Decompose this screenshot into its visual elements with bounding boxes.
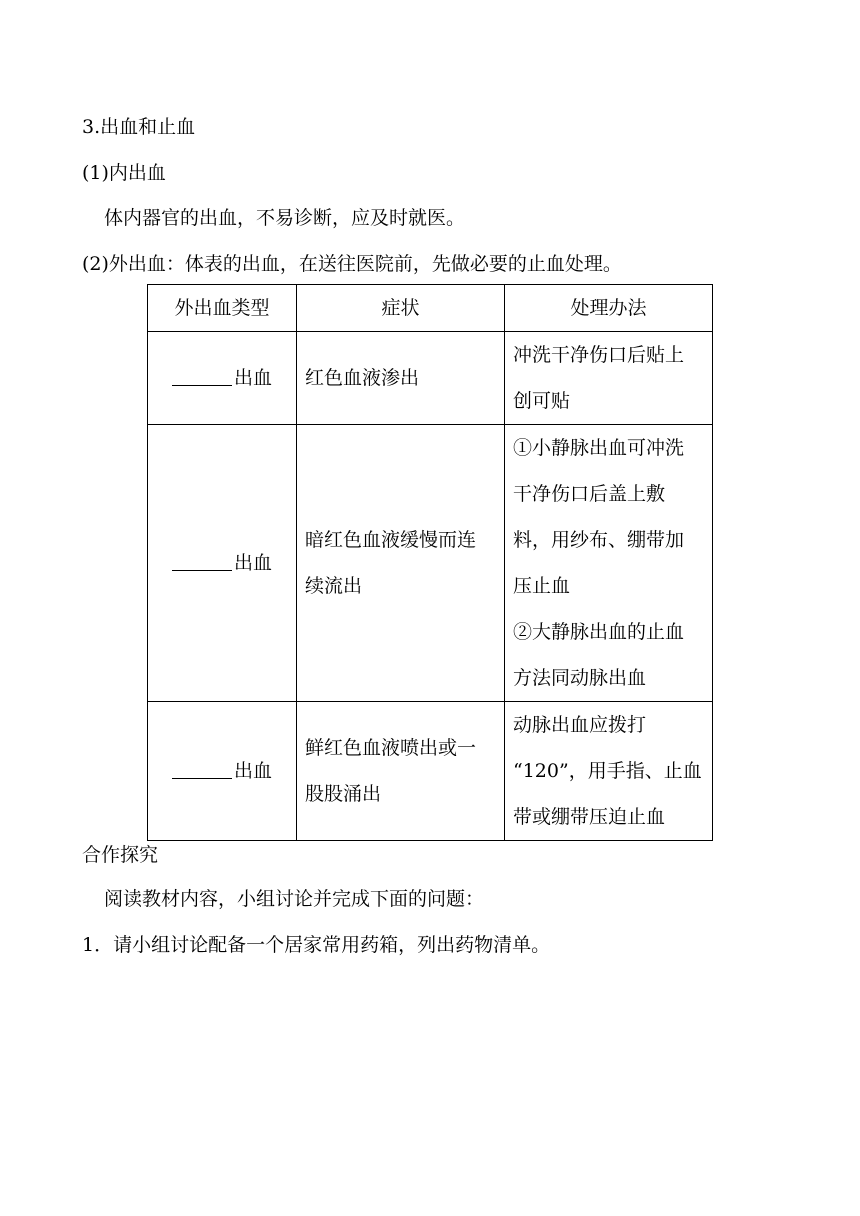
fill-in-blank[interactable] <box>172 760 232 779</box>
type-cell: 出血 <box>148 425 297 702</box>
symptom-cell: 红色血液渗出 <box>297 332 505 425</box>
treatment-cell: 冲洗干净伤口后贴上 创可贴 <box>505 332 713 425</box>
internal-bleeding-text: 体内器官的出血，不易诊断，应及时就医。 <box>104 207 466 229</box>
fill-in-blank[interactable] <box>172 367 232 386</box>
type-cell: 出血 <box>148 332 297 425</box>
table-header-row <box>148 285 713 332</box>
header-type: 外出血类型 <box>148 285 297 332</box>
table-row <box>148 425 713 702</box>
symptom-cell: 暗红色血液缓慢而连 续流出 <box>297 425 505 702</box>
section-title: 3.出血和止血 <box>82 116 196 138</box>
treatment-cell: ①小静脉出血可冲洗 干净伤口后盖上敷 料，用纱布、绷带加 压止血 ②大静脉出血的止血 方法同动脉出血 <box>505 425 713 702</box>
symptom-cell: 鲜红色血液喷出或一 股股涌出 <box>297 702 505 841</box>
cooperation-heading: 合作探究 <box>82 844 159 866</box>
fill-in-blank[interactable] <box>172 552 232 571</box>
header-treatment: 处理办法 <box>505 285 713 332</box>
external-bleeding-heading: (2)外出血：体表的出血，在送往医院前，先做必要的止血处理。 <box>82 253 622 275</box>
cooperation-intro: 阅读教材内容，小组讨论并完成下面的问题： <box>104 888 485 910</box>
internal-bleeding-heading: (1)内出血 <box>82 162 166 184</box>
table-row <box>148 332 713 425</box>
header-symptom: 症状 <box>297 285 505 332</box>
question-1: 1．请小组讨论配备一个居家常用药箱，列出药物清单。 <box>82 934 551 956</box>
treatment-cell: 动脉出血应拨打 “120”，用手指、止血 带或绷带压迫止血 <box>505 702 713 841</box>
type-cell: 出血 <box>148 702 297 841</box>
bleeding-table <box>147 284 713 841</box>
table-row <box>148 702 713 841</box>
